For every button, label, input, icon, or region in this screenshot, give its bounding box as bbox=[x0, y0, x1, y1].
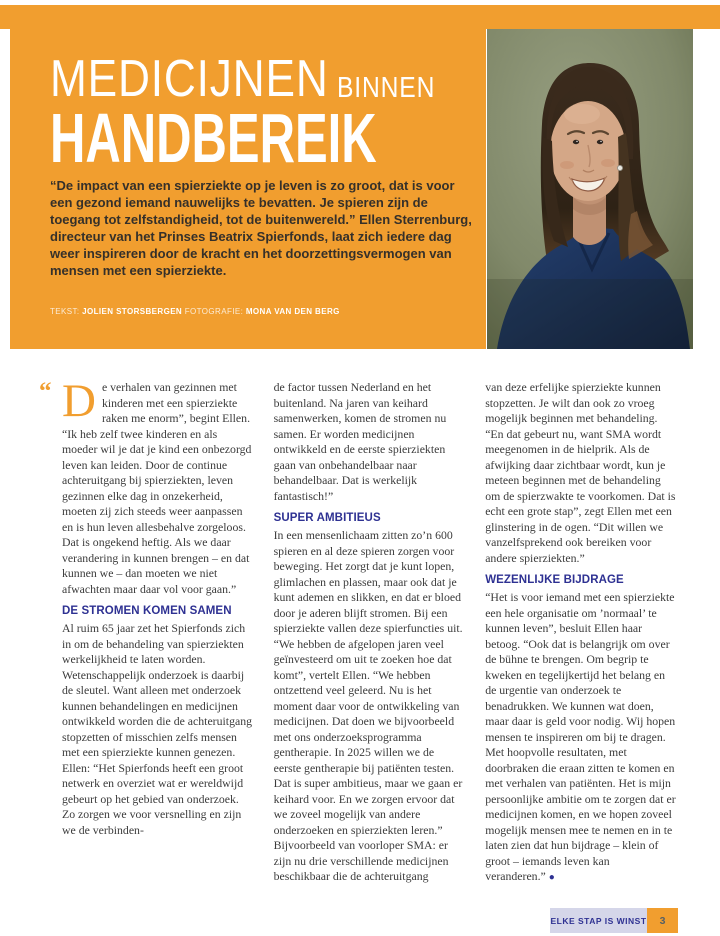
section-heading-ambitieus: SUPER AMBITIEUS bbox=[273, 512, 381, 524]
byline-photo-author: MONA VAN DEN BERG bbox=[245, 307, 340, 316]
title-line-1 bbox=[50, 49, 470, 108]
section-heading-bijdrage: WEZENLIJKE BIJDRAGE bbox=[485, 574, 624, 586]
title-main-word: MEDICIJNEN bbox=[50, 50, 329, 108]
opening-paragraph bbox=[39, 375, 253, 597]
portrait-photo bbox=[487, 29, 693, 349]
section-heading-stromen: DE STROMEN KOMEN SAMEN bbox=[62, 605, 232, 617]
column-3 bbox=[485, 380, 676, 886]
byline bbox=[50, 307, 340, 316]
pull-quote-mark: “ bbox=[39, 378, 52, 405]
column-1 bbox=[39, 375, 253, 886]
byline-text-author: JOLIEN STORSBERGEN bbox=[82, 307, 183, 316]
portrait-illustration bbox=[487, 29, 693, 349]
paragraph: van deze erfelijke spierziekte kunnen stopzetten. Je wilt dan ook zo vroeg mogelijk beginnen met behandeling. “En dat gebeurt nu, want SMA wordt meegenomen in de hielprik. Als de afwijking daar zichtbaar wordt, kun je meteen beginnen met de behandeling om de spierzwakte te voorkomen. Dat is echt een grote stap”, zegt Ellen met een glinstering in de ogen. “Dit willen we vanzelfsprekend ook bereiken voor andere spierziekten.” bbox=[485, 380, 676, 565]
footer-tagline: ELKE STAP IS WINST bbox=[550, 908, 647, 933]
page-number: 3 bbox=[647, 908, 678, 933]
article-title bbox=[50, 49, 517, 177]
column-2 bbox=[274, 380, 465, 886]
intro-paragraph: “De impact van een spierziekte op je leven is zo groot, dat is voor een gezond iemand nauwelijks te bevatten. Je spieren zijn de toegang tot zelfstandigheid, tot de buitenwereld.” Ellen Sterrenburg, directeur van het Prinses Beatrix Spierfonds, laat zich iedere dag weer inspireren door de kracht en het doorzettingsvermogen van mensen met een spierziekte. bbox=[50, 178, 472, 278]
article-body bbox=[39, 375, 676, 886]
byline-text-label: TEKST: bbox=[50, 307, 80, 316]
paragraph: Bijvoorbeeld van voorloper SMA: er zijn nu drie verschillende medicijnen beschikbaar die de achteruitgang bbox=[273, 838, 449, 883]
title-line-2: HANDBEREIK bbox=[50, 99, 377, 177]
paragraph-text: e verhalen van gezinnen met kinderen met een spierziekte raken me enorm”, begint Ellen. “Ik heb zelf twee kinderen en als moeder wil je dat je kind een onbezorgd leven kan leiden. Door de continue achteruitgang bij spierziekten, leven gezinnen elke dag in onzekerheid, moeten zij zich steeds weer aanpassen en is hun leven allesbehalve zorgeloos. Dat is ongekend heftig. Als we daar verandering in kunnen brengen – en dat kunnen we – dan moeten we niet afwachten maar daar vol voor gaan.” bbox=[62, 380, 252, 596]
paragraph: Ellen: “Het Spierfonds heeft een groot netwerk en overziet wat er wereldwijd gebeurt op het gebied van onderzoek. Zo zorgen we voor versnelling en zijn we de verbinden- bbox=[62, 760, 244, 837]
paragraph: Al ruim 65 jaar zet het Spierfonds zich in om de behandeling van spierziekten werkelijkheid te laten worden. Wetenschappelijk onderzoek is daarbij de sleutel. Want alleen met onderzoek kunnen behandelingen en medicijnen ontwikkeld worden die de achteruitgang stopzetten of misschien zelfs mensen met een spierziekte kunnen genezen. bbox=[62, 621, 253, 759]
dropcap-letter: D bbox=[62, 375, 96, 427]
paragraph-text: “Het is voor iemand met een spierziekte een hele organisatie om ’normaal’ te kunnen leven”, besluit Ellen haar betoog. “Ook dat is belangrijk om over de bühne te brengen. Om begrip te kweken en tegelijkertijd het belang en de urgentie van onderzoek te benadrukken. We kunnen wat doen, maar daar is geld voor nodig. Wij hopen mensen te inspireren om bij te dragen. Met hoopvolle resultaten, met doorbraken die eraan zitten te komen en met verhalen van patiënten. Het is mijn persoonlijke ambitie om te zorgen dat er medicijnen komen, en we hopen zoveel mogelijk mensen mee te nemen en in te laten zien dat hun bijdrage – klein of groot – iemands leven kan veranderen.” bbox=[485, 590, 676, 883]
paragraph: de factor tussen Nederland en het buitenland. Na jaren van keihard samenwerken, komen de stromen nu samen. Er worden medicijnen ontwikkeld en de eerste spierziekten gaan van onbehandelbaar naar behandelbaar. Dat is werkelijk fantastisch!” bbox=[273, 380, 447, 503]
title-sub-word: BINNEN bbox=[337, 72, 436, 104]
article-header bbox=[10, 5, 486, 349]
byline-photo-label: FOTOGRAFIE: bbox=[184, 307, 244, 316]
paragraph: In een mensenlichaam zitten zo’n 600 spieren en al deze spieren zorgen voor beweging. Het zorgt dat je kunt lopen, glimlachen en plassen, maar ook dat je kunt ademen en slikken, en dat er bloed door je aderen blijft stromen. Bij een spierziekte vallen deze spierfuncties uit. “We hebben de afgelopen jaren veel geïnvesteerd om uit te zoeken hoe dat komt”, vertelt Ellen. “We hebben ontzettend veel geleerd. Nu is het moment daar voor de ontwikkeling van medicijnen. Dat doen we bijvoorbeeld met ons onderzoeksprogramma gentherapie. In 2025 willen we de eerste gentherapie bij patiënten testen. Dat is super ambitieus, maar we gaan er keihard voor. En we zorgen ervoor dat we zoveel mogelijk van andere onderzoeken en spierziekten leren.” bbox=[273, 528, 463, 837]
end-of-article-bullet: ● bbox=[548, 872, 555, 883]
closing-paragraph bbox=[485, 590, 676, 886]
